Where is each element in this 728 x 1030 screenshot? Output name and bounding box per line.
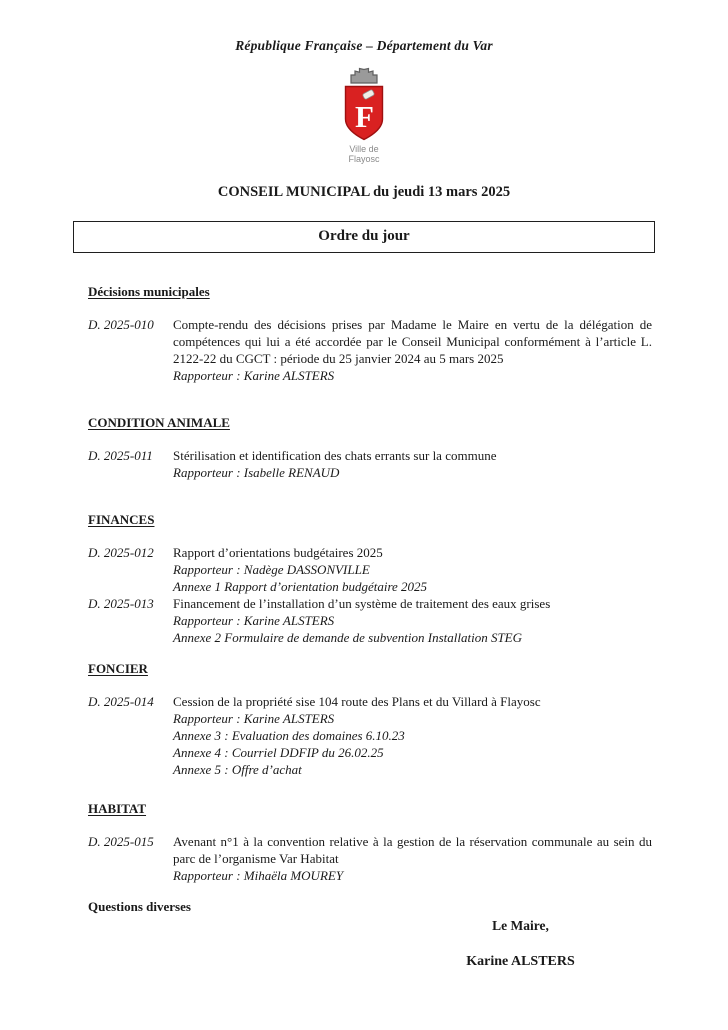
signature-role: Le Maire, <box>492 918 549 933</box>
agenda-item-text: Cession de la propriété sise 104 route des Plans et du Villard à Flayosc <box>173 694 541 709</box>
agenda-item-rapporteur: Rapporteur : Karine ALSTERS <box>173 368 335 383</box>
questions-diverses-heading: Questions diverses <box>88 899 191 914</box>
signature-block <box>398 917 643 970</box>
agenda-item-ref: D. 2025-012 <box>88 545 154 560</box>
logo-caption-line2: Flayosc <box>348 154 380 164</box>
agenda-item-annexe: Annexe 3 : Evaluation des domaines 6.10.23 <box>173 728 405 743</box>
agenda-item-2025-013 <box>88 595 652 646</box>
document-title: CONSEIL MUNICIPAL du jeudi 13 mars 2025 <box>217 184 511 200</box>
agenda-item-rapporteur: Rapporteur : Karine ALSTERS <box>173 711 335 726</box>
agenda-item-2025-015 <box>88 833 652 884</box>
shield-letter: F <box>355 99 374 134</box>
agenda-item-ref: D. 2025-011 <box>88 448 153 463</box>
agenda-item-rapporteur: Rapporteur : Mihaëla MOUREY <box>173 868 344 883</box>
order-du-jour-box <box>73 221 655 253</box>
section-heading-decisions-municipales: Décisions municipales <box>88 284 210 299</box>
section-heading-condition-animale: CONDITION ANIMALE <box>88 415 230 430</box>
agenda-item-2025-010 <box>88 316 652 384</box>
agenda-item-text: Rapport d’orientations budgétaires 2025 <box>173 545 383 560</box>
agenda-item-2025-011 <box>88 447 652 481</box>
agenda-item-2025-014 <box>88 693 652 778</box>
agenda-item-annexe: Annexe 2 Formulaire de demande de subvention Installation STEG <box>173 630 523 645</box>
logo-caption-line1: Ville de <box>349 144 379 154</box>
logo-caption <box>0 144 728 164</box>
agenda-item-annexe: Annexe 4 : Courriel DDFIP du 26.02.25 <box>173 745 384 760</box>
order-du-jour-label: Ordre du jour <box>318 228 410 244</box>
agenda-item-text: Compte-rendu des décisions prises par Madame le Maire en vertu de la délégation de compétences qui lui a été accordée par le Conseil Municipal conformément à l’article L. 2122-22 du CGCT : période du 25 janvier 2024 au 5 mars 2025 <box>173 317 652 366</box>
agenda-item-rapporteur: Rapporteur : Nadège DASSONVILLE <box>173 562 370 577</box>
agenda-item-text: Financement de l’installation d’un système de traitement des eaux grises <box>173 596 551 611</box>
section-heading-foncier: FONCIER <box>88 661 148 676</box>
agenda-item-rapporteur: Rapporteur : Karine ALSTERS <box>173 613 335 628</box>
agenda-item-ref: D. 2025-013 <box>88 596 154 611</box>
agenda-item-ref: D. 2025-014 <box>88 694 154 709</box>
section-heading-finances: FINANCES <box>88 512 155 527</box>
agenda-item-ref: D. 2025-010 <box>88 317 154 332</box>
agenda-item-text: Avenant n°1 à la convention relative à la gestion de la réservation communale au sein du parc de l’organisme Var Habitat <box>173 834 652 866</box>
agenda-item-ref: D. 2025-015 <box>88 834 154 849</box>
agenda-item-rapporteur: Rapporteur : Isabelle RENAUD <box>173 465 340 480</box>
shield-icon <box>341 84 387 142</box>
agenda-item-text: Stérilisation et identification des chats errants sur la commune <box>173 448 497 463</box>
city-logo <box>0 66 728 164</box>
agenda-item-annexe: Annexe 5 : Offre d’achat <box>173 762 302 777</box>
agenda-item-annexe: Annexe 1 Rapport d’orientation budgétaire 2025 <box>173 579 428 594</box>
republic-header: République Française – Département du Var <box>235 38 493 53</box>
crown-icon <box>342 66 386 84</box>
section-heading-habitat: HABITAT <box>88 801 147 816</box>
agenda-item-2025-012 <box>88 544 652 595</box>
signature-name: Karine ALSTERS <box>466 954 575 969</box>
agenda-body <box>88 283 652 970</box>
